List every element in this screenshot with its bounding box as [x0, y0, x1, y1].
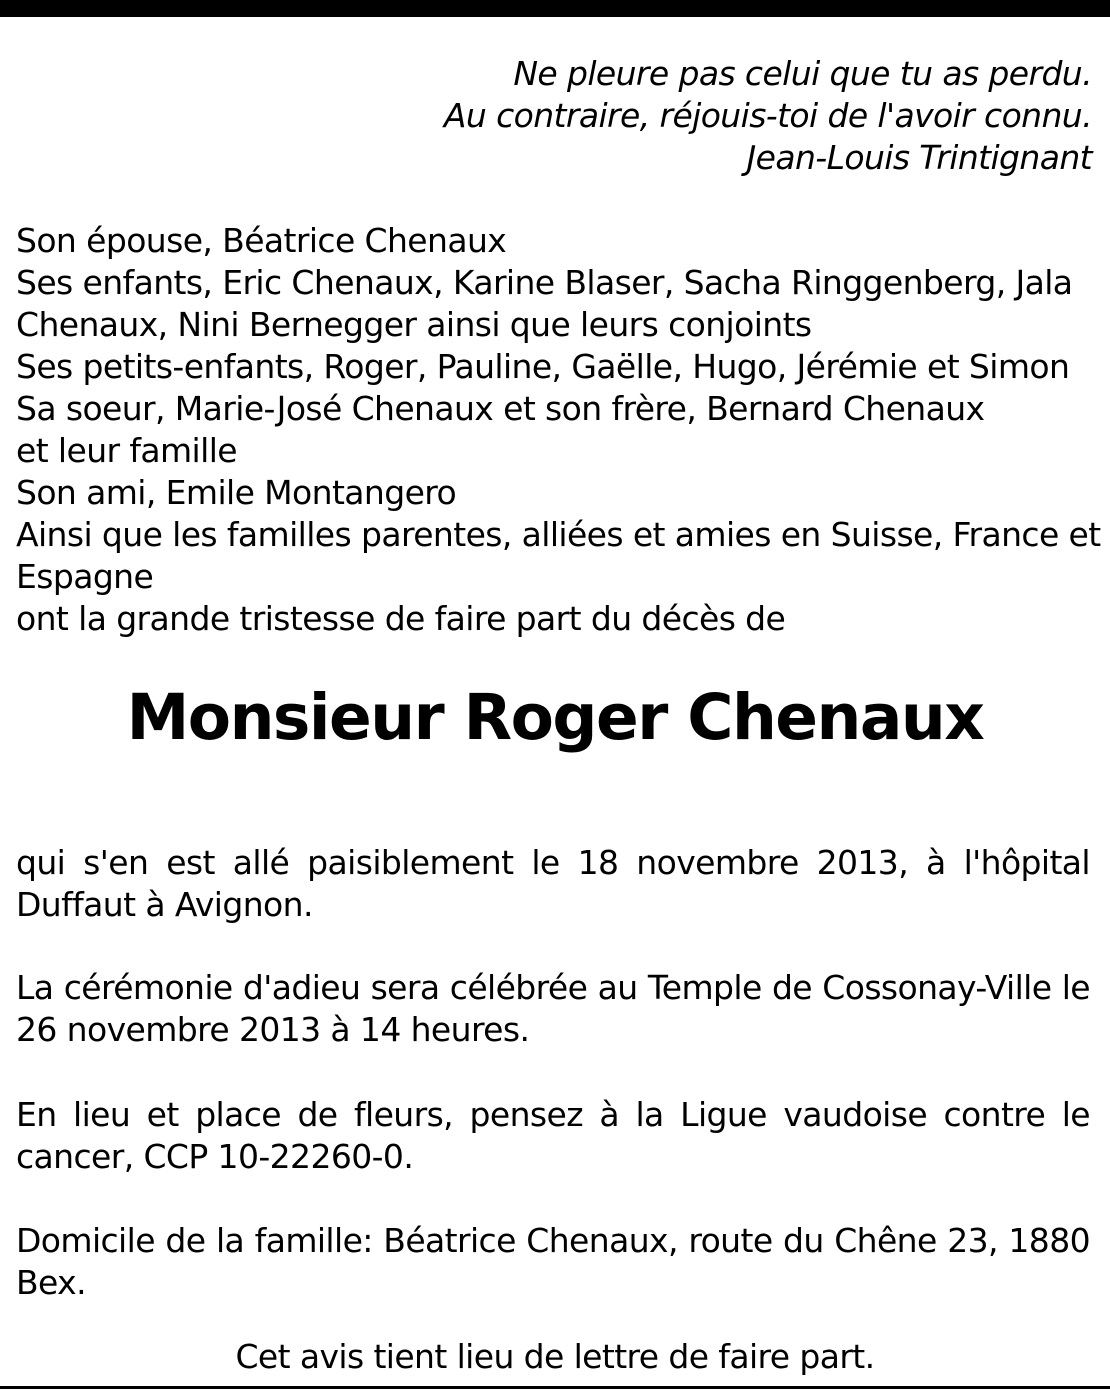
- ceremony-paragraph: La cérémonie d'adieu sera célébrée au Temple de Cossonay-Ville le 26 novembre 2013 à 14 heures.: [16, 968, 1090, 1049]
- domicile-paragraph: Domicile de la famille: Béatrice Chenaux, route du Chêne 23, 1880 Bex.: [16, 1221, 1090, 1302]
- family-line: Espagne: [16, 557, 154, 596]
- family-line: Sa soeur, Marie-José Chenaux et son frère, Bernard Chenaux: [16, 389, 985, 428]
- family-line: et leur famille: [16, 431, 237, 470]
- family-line: Son ami, Emile Montangero: [16, 473, 457, 512]
- family-line: Ainsi que les familles parentes, alliées et amies en Suisse, France et: [16, 515, 1101, 554]
- bottom-border-rule: [0, 1386, 1110, 1389]
- family-line: ont la grande tristesse de faire part du décès de: [16, 599, 786, 638]
- family-line: Son épouse, Béatrice Chenaux: [16, 221, 507, 260]
- quote-line-2: Au contraire, réjouis-toi de l'avoir connu.: [443, 96, 1092, 135]
- epigraph-quote: [444, 53, 1092, 179]
- closing-note: Cet avis tient lieu de lettre de faire part.: [235, 1337, 875, 1376]
- deceased-name: Monsieur Roger Chenaux: [126, 681, 984, 754]
- quote-author: Jean-Louis Trintignant: [746, 138, 1092, 177]
- family-line: Ses enfants, Eric Chenaux, Karine Blaser, Sacha Ringgenberg, Jala: [16, 263, 1073, 302]
- family-line: Chenaux, Nini Bernegger ainsi que leurs conjoints: [16, 305, 812, 344]
- donation-paragraph: En lieu et place de fleurs, pensez à la Ligue vaudoise contre le cancer, CCP 10-22260-0.: [16, 1095, 1090, 1176]
- family-line: Ses petits-enfants, Roger, Pauline, Gaëlle, Hugo, Jérémie et Simon: [16, 347, 1070, 386]
- quote-line-1: Ne pleure pas celui que tu as perdu.: [513, 54, 1092, 93]
- family-announcement: [16, 220, 1101, 640]
- passing-paragraph: qui s'en est allé paisiblement le 18 novembre 2013, à l'hôpital Duffaut à Avignon.: [16, 843, 1090, 924]
- top-border-rule: [0, 0, 1110, 17]
